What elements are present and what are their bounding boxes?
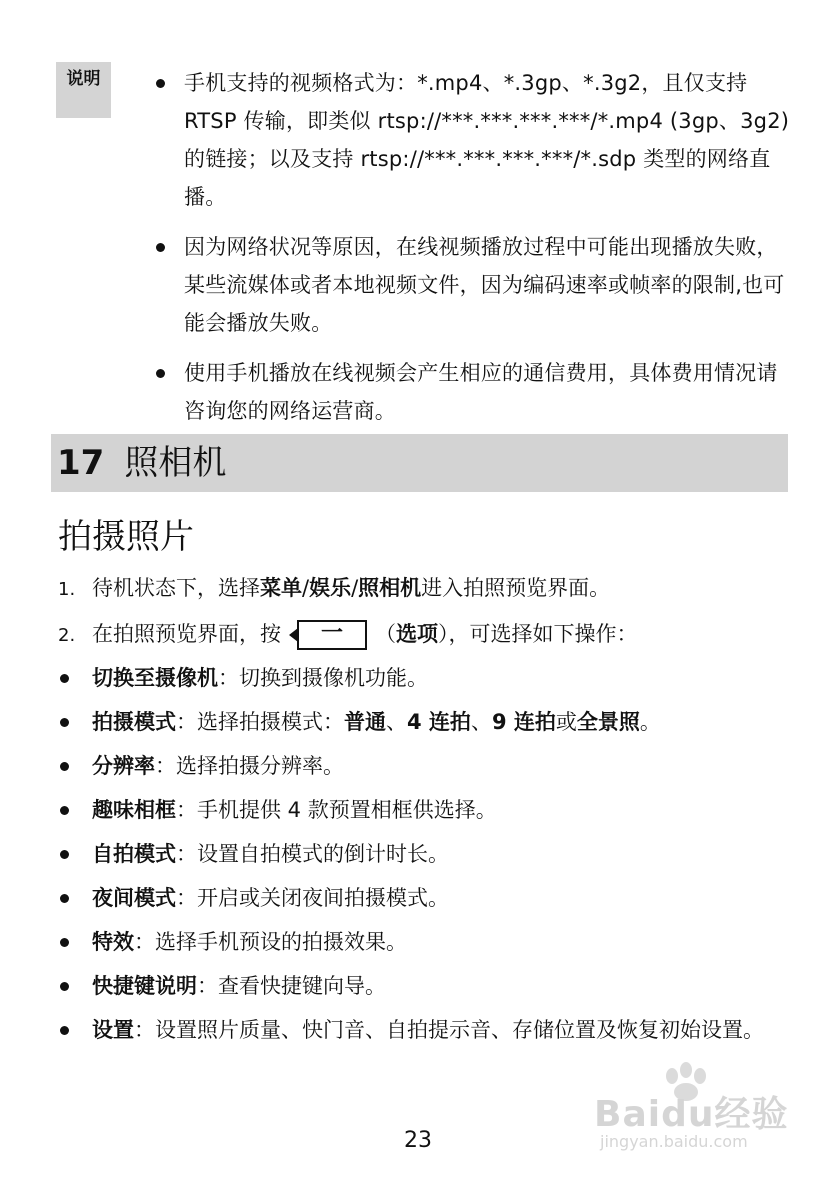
option-end: 。 xyxy=(639,710,661,734)
option-desc: 切换到摄像机功能。 xyxy=(239,666,428,690)
page-number: 23 xyxy=(404,1128,432,1153)
left-arrow-icon xyxy=(289,628,298,642)
option-item: 趣味相框：手机提供 4 款预置相框供选择。 xyxy=(58,788,798,832)
option-desc: 设置自拍模式的倒计时长。 xyxy=(197,842,449,866)
option-choice: 全景照 xyxy=(576,710,640,734)
option-choice: 4 连拍 xyxy=(407,710,471,734)
option-name: 分辨率 xyxy=(92,754,155,778)
option-item: 切换至摄像机：切换到摄像机功能。 xyxy=(58,656,798,700)
option-desc: 选择拍摄模式： xyxy=(197,710,344,734)
option-item: 快捷键说明：查看快捷键向导。 xyxy=(58,964,798,1008)
option-desc: 选择拍摄分辨率。 xyxy=(176,754,344,778)
option-item: 自拍模式：设置自拍模式的倒计时长。 xyxy=(58,832,798,876)
watermark xyxy=(594,1062,794,1162)
step-text: ，可选择如下操作： xyxy=(448,622,638,646)
option-desc: 设置照片质量、快门音、自拍提示音、存储位置及恢复初始设置。 xyxy=(155,1018,764,1042)
section-title: 拍摄照片 xyxy=(58,517,194,557)
option-desc: 查看快捷键向导。 xyxy=(218,974,386,998)
step-text: 在拍照预览界面，按 xyxy=(92,622,281,646)
option-name: 快捷键说明 xyxy=(92,974,197,998)
option-item: 特效：选择手机预设的拍摄效果。 xyxy=(58,920,798,964)
option-name: 拍摄模式 xyxy=(92,710,176,734)
menu-path-item: 菜单 xyxy=(260,576,302,600)
option-desc: 选择手机预设的拍摄效果。 xyxy=(155,930,407,954)
option-desc: 开启或关闭夜间拍摄模式。 xyxy=(197,886,449,910)
step-item: 1. 待机状态下，选择菜单/娱乐/照相机进入拍照预览界面。 xyxy=(58,566,798,612)
step-text: 待机状态下，选择 xyxy=(92,576,260,600)
soft-key-label: 选项 xyxy=(396,622,438,646)
option-name: 设置 xyxy=(92,1018,134,1042)
option-name: 自拍模式 xyxy=(92,842,176,866)
menu-path-item: 娱乐 xyxy=(309,576,352,600)
note-item: 因为网络状况等原因，在线视频播放过程中可能出现播放失败，某些流媒体或者本地视频文件，因为编码速率或帧率的限制,也可能会播放失败。 xyxy=(150,228,790,342)
note-item: 使用手机播放在线视频会产生相应的通信费用，具体费用情况请咨询您的网络运营商。 xyxy=(150,354,790,430)
chapter-number: 17 xyxy=(57,443,105,483)
watermark-text: Baidu经验 xyxy=(594,1094,789,1135)
option-name: 夜间模式 xyxy=(92,886,176,910)
option-item: 分辨率：选择拍摄分辨率。 xyxy=(58,744,798,788)
step-item: 2. 在拍照预览界面，按 一 （选项），可选择如下操作： xyxy=(58,612,798,658)
soft-key-symbol: 一 xyxy=(320,621,343,646)
step-text: 进入拍照预览界面。 xyxy=(421,576,611,600)
option-list xyxy=(58,656,798,1048)
soft-key-icon xyxy=(297,620,367,650)
option-desc: 手机提供 4 款预置相框供选择。 xyxy=(197,798,497,822)
option-item: 拍摄模式：选择拍摄模式：普通、4 连拍、9 连拍或全景照。 xyxy=(58,700,798,744)
note-tag: 说明 xyxy=(56,62,111,118)
chapter-title: 照相机 xyxy=(124,443,227,483)
option-separator: 或 xyxy=(555,710,577,734)
step-list xyxy=(58,566,798,658)
menu-path-item: 照相机 xyxy=(358,576,422,600)
step-number: 1. xyxy=(58,579,76,600)
note-item: 手机支持的视频格式为：*.mp4、*.3gp、*.3g2，且仅支持 RTSP 传输，即类似 rtsp://***.***.***.***/*.mp4 (3gp、3g2)的链接；以及支持 rtsp://***.***.***.***/*.sdp 类型的网络直播。 xyxy=(150,64,790,216)
option-name: 特效 xyxy=(92,930,134,954)
step-number: 2. xyxy=(58,625,76,646)
option-name: 趣味相框 xyxy=(92,798,176,822)
option-item: 设置：设置照片质量、快门音、自拍提示音、存储位置及恢复初始设置。 xyxy=(58,1008,798,1048)
watermark-url: jingyan.baidu.com xyxy=(600,1132,748,1151)
note-list xyxy=(150,64,790,442)
option-item: 夜间模式：开启或关闭夜间拍摄模式。 xyxy=(58,876,798,920)
option-choice: 9 连拍 xyxy=(491,710,556,734)
option-name: 切换至摄像机 xyxy=(92,666,218,690)
chapter-heading xyxy=(51,434,788,492)
option-choice: 普通 xyxy=(344,710,386,734)
